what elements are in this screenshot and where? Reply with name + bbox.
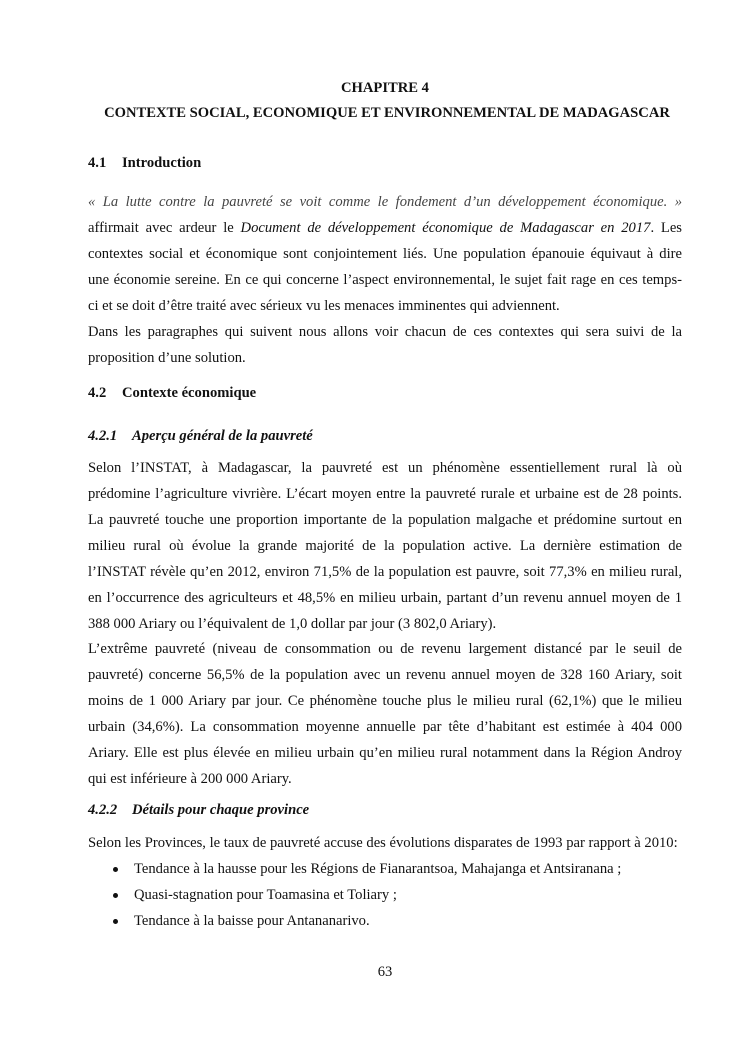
- section-title: Introduction: [122, 155, 202, 171]
- section-title: Aperçu général de la pauvreté: [132, 428, 313, 444]
- section-heading-4-2-1: [88, 426, 313, 446]
- list-item: Quasi-stagnation pour Toamasina et Toliary ;: [88, 882, 621, 908]
- text-run: . Les: [650, 220, 682, 236]
- section-number: 4.2.2: [88, 802, 118, 818]
- list-item: Tendance à la hausse pour les Régions de Fianarantsoa, Mahajanga et Antsiranana ;: [88, 856, 621, 882]
- intro-paragraph-2: [88, 319, 682, 371]
- paragraph-line: l’INSTAT révèle qu’en 2012, environ 71,5% de la population est pauvre, soit 77,3% en milieu rural,: [88, 564, 682, 580]
- document-page: [88, 0, 682, 1053]
- paragraph-line: prédomine l’agriculture vivrière. L’écart moyen entre la pauvreté rurale et urbaine est de 28 points.: [88, 486, 682, 502]
- paragraph-line: Dans les paragraphes qui suivent nous allons voir chacun de ces contextes qui sera suivi de la: [88, 324, 682, 340]
- section-number: 4.1: [88, 155, 107, 171]
- paragraph-line: Selon les Provinces, le taux de pauvreté accuse des évolutions disparates de 1993 par rapport à 2010:: [88, 835, 678, 851]
- section-heading-4-2: [88, 383, 256, 403]
- paragraph-line: 388 000 Ariary ou l’équivalent de 1,0 dollar par jour (3 802,0 Ariary).: [88, 616, 497, 632]
- section-title: Contexte économique: [122, 385, 257, 401]
- section-heading-4-2-2: [88, 800, 309, 820]
- paragraph-line: milieu rural où évolue la grande majorité de la population active. La dernière estimation de: [88, 538, 682, 554]
- paragraph-line: qui est inférieure à 200 000 Ariary.: [88, 771, 292, 787]
- paragraph-line: ci et se doit d’être traité avec sérieux vu les menaces imminentes qui adviennent.: [88, 298, 560, 314]
- page-number: 63: [377, 964, 393, 980]
- paragraph-line: proposition d’une solution.: [88, 350, 246, 366]
- paragraph-line: L’extrême pauvreté (niveau de consommation ou de revenu largement distancé par le seuil de: [88, 641, 682, 657]
- paragraph-line: pauvreté) concerne 56,5% de la population avec un revenu annuel moyen de 328 160 Ariary, soit: [88, 667, 682, 683]
- province-intro: [88, 830, 682, 856]
- paragraph-line: [88, 215, 682, 241]
- section-title: Détails pour chaque province: [132, 802, 310, 818]
- paragraph-line: urbain (34,6%). La consommation moyenne annuelle par tête d’habitant est estimée à 404 000: [88, 719, 682, 735]
- chapter-title: CONTEXTE SOCIAL, ECONOMIQUE ET ENVIRONNEMENTAL DE MADAGASCAR: [104, 105, 670, 121]
- intro-paragraph-1: [88, 189, 682, 319]
- paragraph-line: Selon l’INSTAT, à Madagascar, la pauvreté est un phénomène essentiellement rural là où: [88, 460, 682, 476]
- poverty-paragraph-2: [88, 636, 682, 792]
- quote-line: « La lutte contre la pauvreté se voit comme le fondement d’un développement économique. »: [88, 194, 682, 210]
- paragraph-line: La pauvreté touche une proportion importante de la population malgache et prédomine surtout en: [88, 512, 682, 528]
- paragraph-line: moins de 1 000 Ariary par jour. Ce phénomène touche plus le milieu rural (62,1%) que le milieu: [88, 693, 682, 709]
- paragraph-line: Ariary. Elle est plus élevée en milieu urbain qu’en milieu rural notamment dans la Région Androy: [88, 745, 682, 761]
- province-bullet-list: [88, 856, 621, 934]
- paragraph-line: contextes social et économique sont conjointement liés. Une population épanouie équivaut à dire: [88, 246, 682, 262]
- document-title-italic: Document de développement économique de Madagascar en 2017: [240, 220, 651, 236]
- paragraph-line: en l’occurrence des agriculteurs et 48,5% en milieu urbain, partant d’un revenu annuel moyen de 1: [88, 590, 682, 606]
- section-number: 4.2.1: [88, 428, 118, 444]
- chapter-number: CHAPITRE 4: [341, 80, 429, 96]
- list-item: Tendance à la baisse pour Antananarivo.: [88, 908, 621, 934]
- poverty-paragraph-1: [88, 455, 682, 637]
- text-run: affirmait avec ardeur le: [88, 220, 241, 236]
- section-number: 4.2: [88, 385, 107, 401]
- paragraph-line: une économie sereine. En ce qui concerne l’aspect environnemental, le sujet fait rage en ces temps-: [88, 272, 682, 288]
- section-heading-4-1: [88, 153, 201, 173]
